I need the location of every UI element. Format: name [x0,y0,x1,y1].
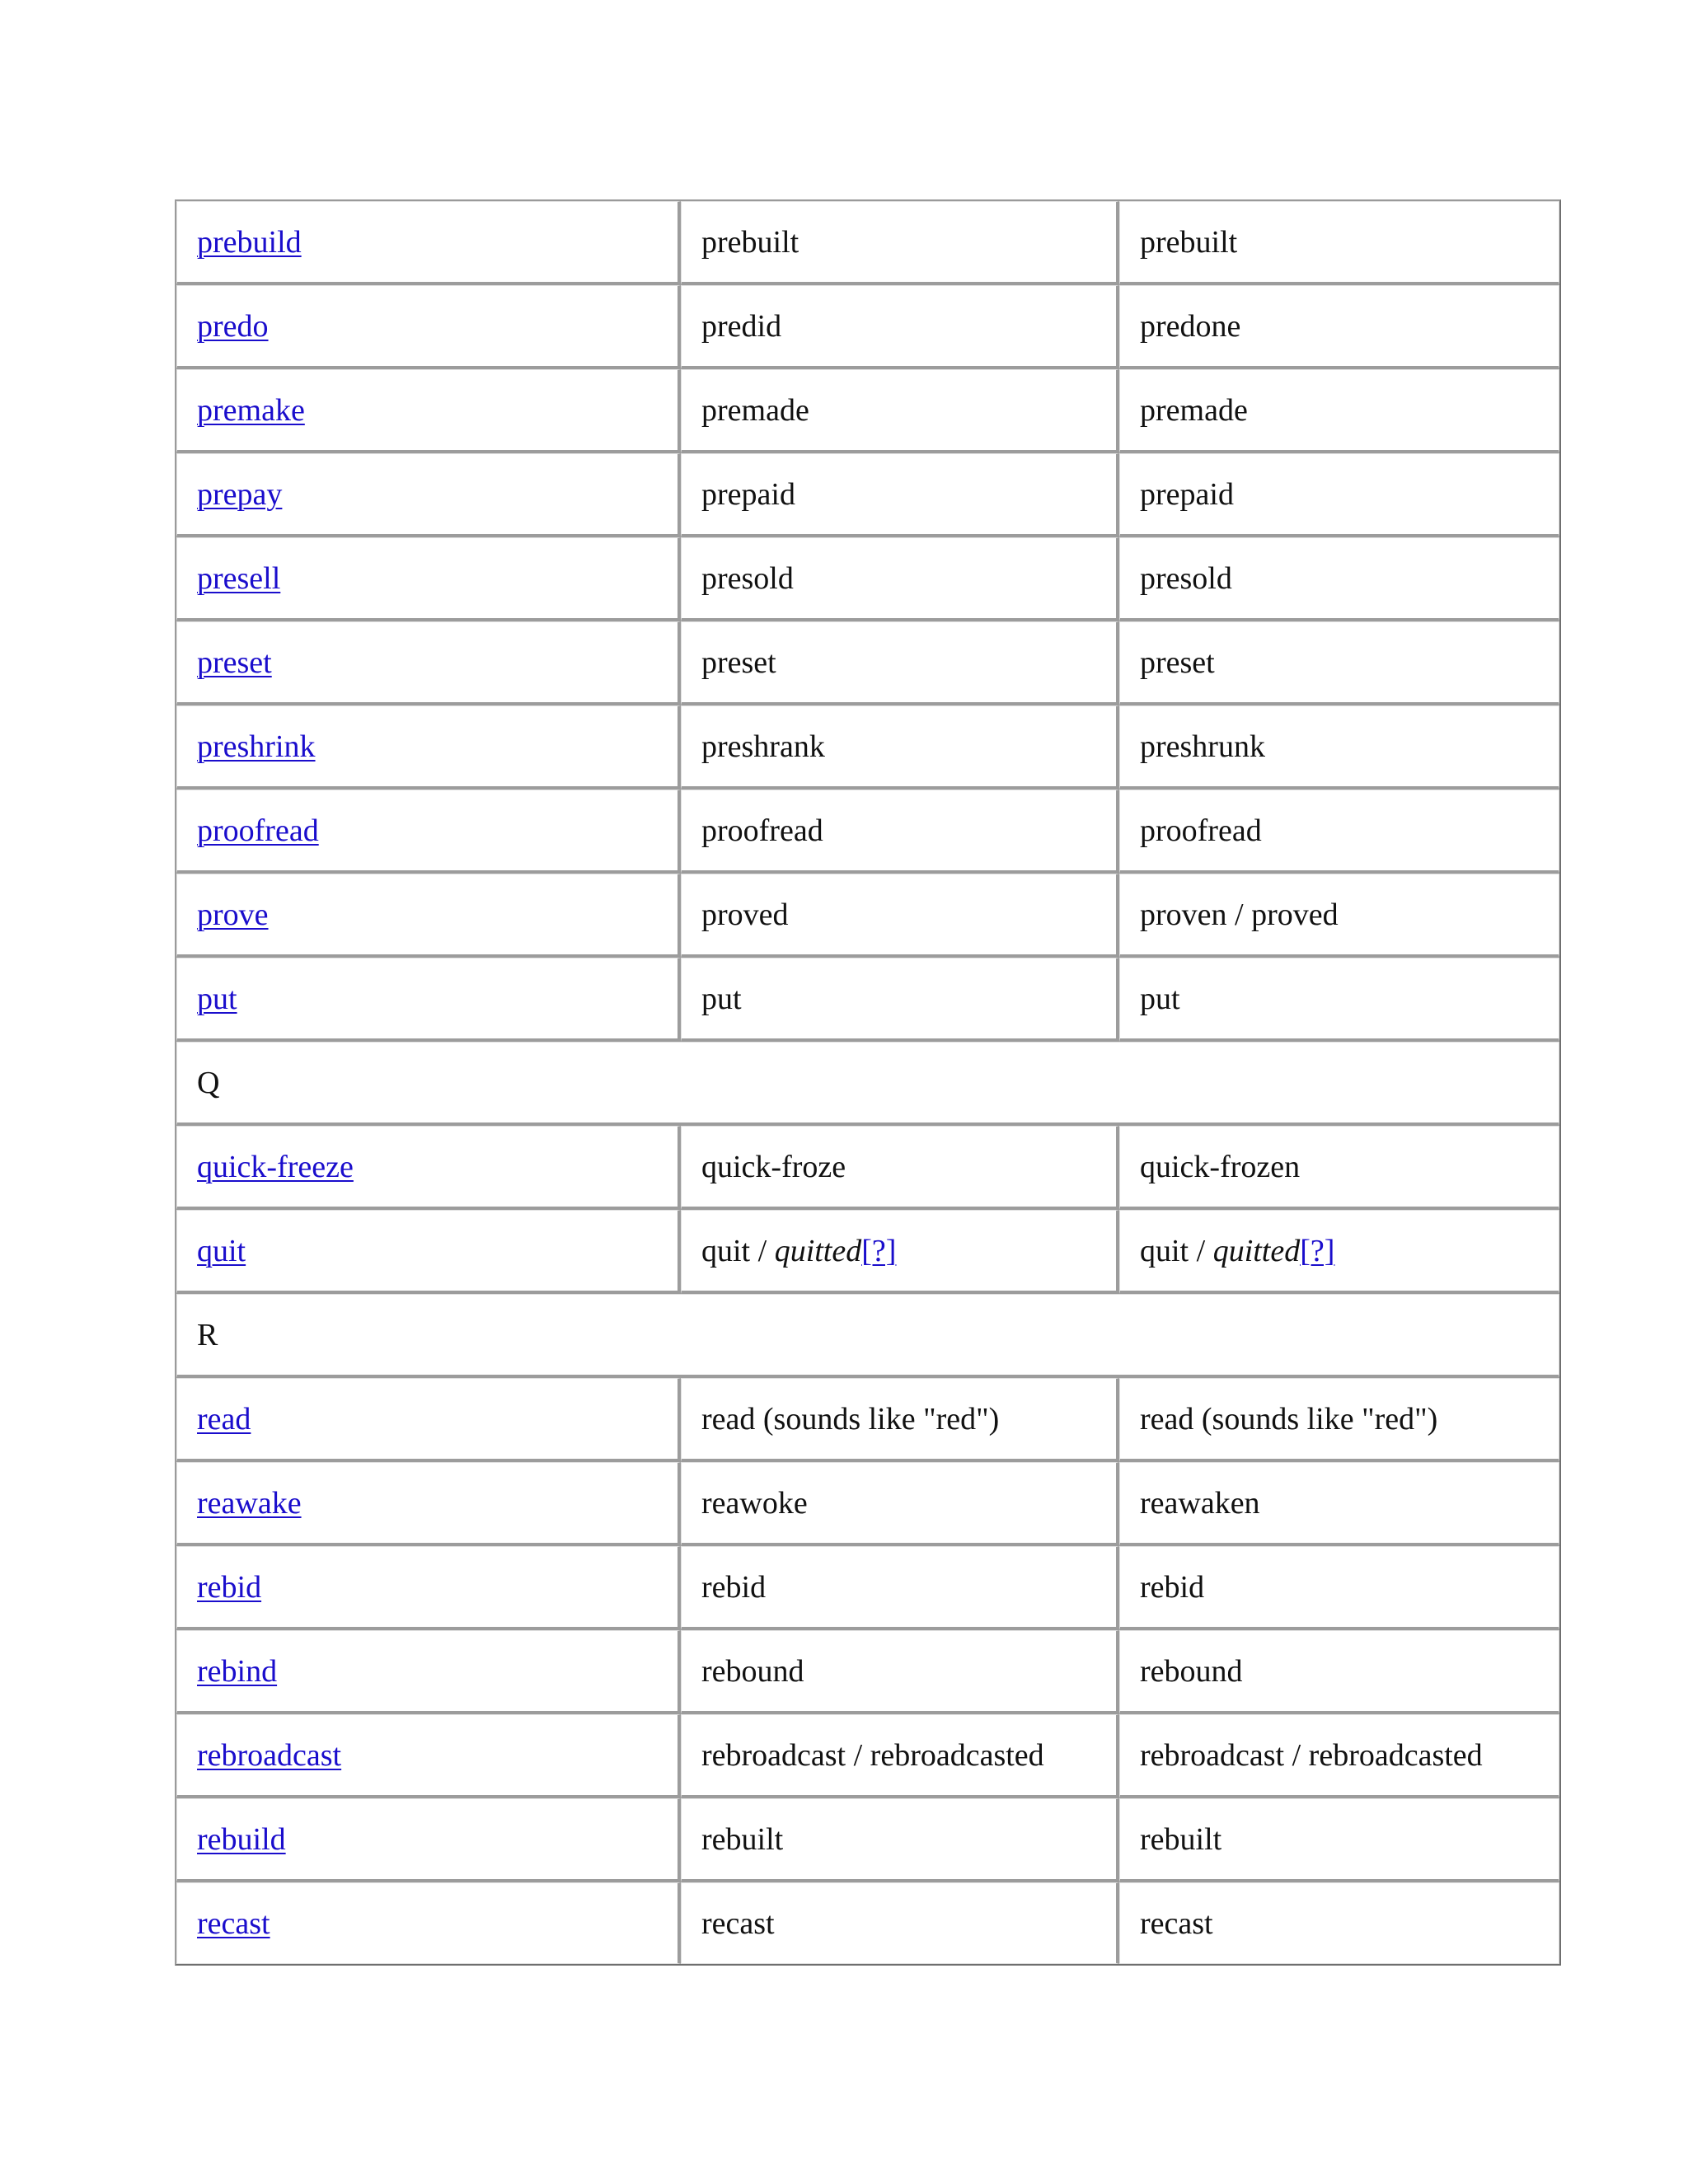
past-participle-cell: rebroadcast / rebroadcasted [1119,1714,1559,1798]
irregular-verbs-table [175,199,1561,1966]
past-simple-cell: rebuilt [681,1798,1119,1882]
base-form-cell [176,1798,681,1882]
verb-link[interactable]: presell [197,560,281,596]
past-simple-cell: premade [681,369,1119,453]
table-row [176,1126,1559,1210]
table-body [176,201,1559,1964]
past-simple-cell: rebroadcast / rebroadcasted [681,1714,1119,1798]
table-row [176,790,1559,874]
verb-link[interactable]: recast [197,1905,270,1941]
table-row [176,369,1559,453]
past-participle-cell: quick-frozen [1119,1126,1559,1210]
table-row [176,453,1559,537]
base-form-cell [176,1546,681,1630]
past-participle-cell: recast [1119,1882,1559,1964]
past-participle-cell: reawaken [1119,1462,1559,1546]
past-main-text: quit / [701,1233,775,1268]
past-simple-cell: rebid [681,1546,1119,1630]
verb-link[interactable]: rebroadcast [197,1737,342,1773]
verb-link[interactable]: reawake [197,1485,302,1521]
past-participle-cell: rebid [1119,1546,1559,1630]
past-simple-cell: rebound [681,1630,1119,1714]
past-simple-cell: presold [681,537,1119,621]
verb-link[interactable]: rebid [197,1569,262,1605]
past-simple-cell: proved [681,874,1119,958]
base-form-cell [176,790,681,874]
table-row [176,621,1559,705]
base-form-cell [176,1630,681,1714]
table-row [176,537,1559,621]
past-simple-cell: quick-froze [681,1126,1119,1210]
base-form-cell [176,958,681,1042]
past-simple-cell: read (sounds like "red") [681,1378,1119,1462]
verb-link[interactable]: rebuild [197,1821,286,1857]
table-row [176,201,1559,285]
table-row [176,705,1559,790]
past-simple-cell: recast [681,1882,1119,1964]
past-participle-cell: predone [1119,285,1559,369]
base-form-cell [176,285,681,369]
past-simple-cell [681,1210,1119,1294]
base-form-cell [176,1378,681,1462]
past-participle-cell: rebuilt [1119,1798,1559,1882]
past-participle-cell: preset [1119,621,1559,705]
past-participle-cell: prepaid [1119,453,1559,537]
past-simple-cell: prebuilt [681,201,1119,285]
verb-link[interactable]: predo [197,308,269,344]
verb-link[interactable]: rebind [197,1653,278,1689]
footnote-link[interactable]: [?] [1300,1233,1335,1268]
table-row [176,1210,1559,1294]
verb-link[interactable]: preset [197,644,272,680]
past-simple-cell: reawoke [681,1462,1119,1546]
past-participle-cell: presold [1119,537,1559,621]
table-row [176,1546,1559,1630]
verb-link[interactable]: quit [197,1233,246,1268]
verb-link[interactable]: prebuild [197,224,302,260]
past-italic-variant: quitted [774,1233,862,1268]
past-simple-cell: preshrank [681,705,1119,790]
table-row [176,1378,1559,1462]
past-participle-cell: premade [1119,369,1559,453]
base-form-cell [176,1882,681,1964]
table-row [176,958,1559,1042]
table-row [176,1462,1559,1546]
base-form-cell [176,1714,681,1798]
past-simple-cell: prepaid [681,453,1119,537]
table-row [176,874,1559,958]
base-form-cell [176,201,681,285]
base-form-cell [176,453,681,537]
section-header-row [176,1294,1559,1378]
past-participle-cell: read (sounds like "red") [1119,1378,1559,1462]
verb-link[interactable]: put [197,981,237,1016]
verb-link[interactable]: prove [197,897,269,932]
verb-link[interactable]: quick-freeze [197,1149,354,1184]
participle-italic-variant: quitted [1212,1233,1301,1268]
base-form-cell [176,369,681,453]
past-participle-cell: rebound [1119,1630,1559,1714]
table-row [176,1882,1559,1964]
past-participle-cell: put [1119,958,1559,1042]
verb-link[interactable]: premake [197,392,305,428]
table-row [176,1798,1559,1882]
section-letter: Q [176,1042,1559,1126]
past-simple-cell: predid [681,285,1119,369]
base-form-cell [176,621,681,705]
table-row [176,1714,1559,1798]
table-row [176,285,1559,369]
section-letter: R [176,1294,1559,1378]
verb-link[interactable]: preshrink [197,729,316,764]
participle-main-text: quit / [1140,1233,1213,1268]
past-simple-cell: preset [681,621,1119,705]
base-form-cell [176,874,681,958]
past-simple-cell: proofread [681,790,1119,874]
verb-link[interactable]: proofread [197,813,319,848]
base-form-cell [176,537,681,621]
section-header-row [176,1042,1559,1126]
base-form-cell [176,1126,681,1210]
base-form-cell [176,1210,681,1294]
verb-link[interactable]: read [197,1401,251,1436]
base-form-cell [176,705,681,790]
footnote-link[interactable]: [?] [861,1233,897,1268]
past-participle-cell: proven / proved [1119,874,1559,958]
table-row [176,1630,1559,1714]
past-participle-cell: proofread [1119,790,1559,874]
past-participle-cell: prebuilt [1119,201,1559,285]
past-simple-cell: put [681,958,1119,1042]
base-form-cell [176,1462,681,1546]
verb-link[interactable]: prepay [197,476,283,512]
past-participle-cell [1119,1210,1559,1294]
past-participle-cell: preshrunk [1119,705,1559,790]
